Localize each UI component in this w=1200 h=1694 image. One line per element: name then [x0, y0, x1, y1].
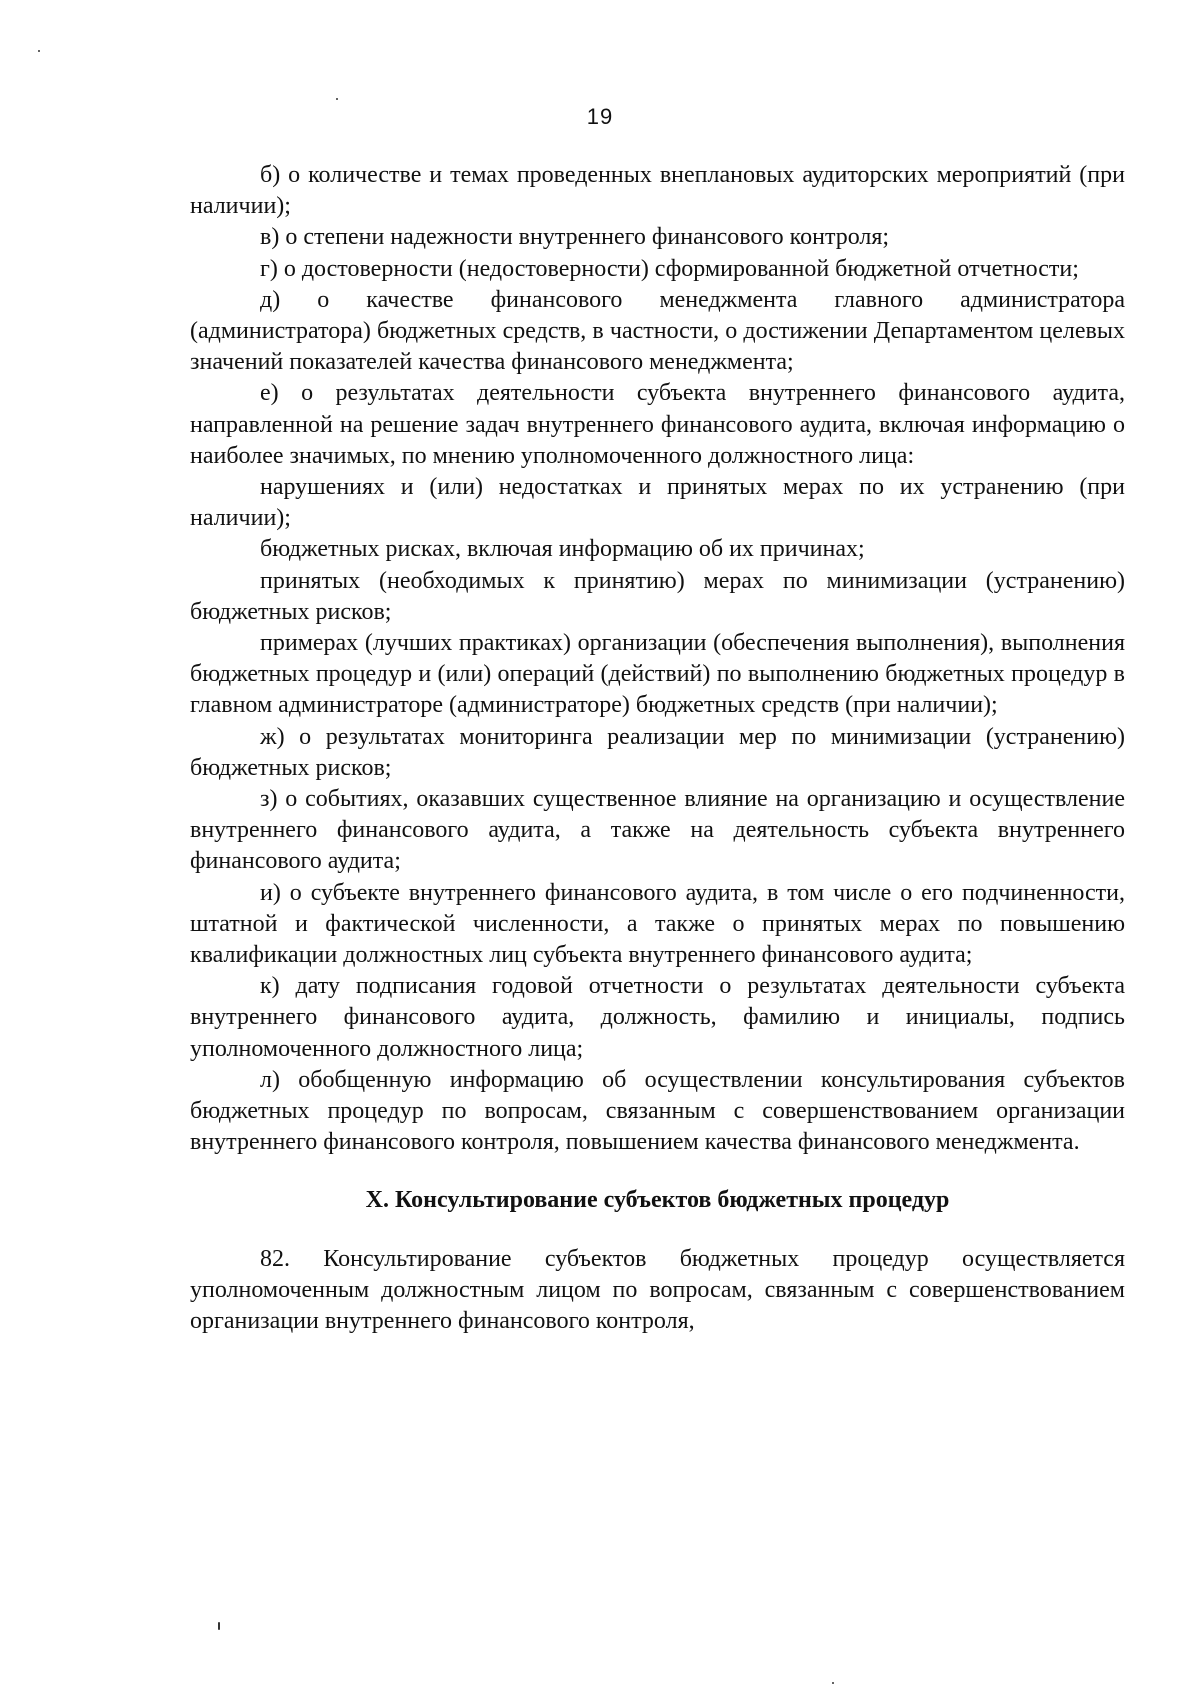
sub-item-budget-risks: бюджетных рисках, включая информацию об их причинах; [260, 536, 865, 563]
document-body [190, 160, 1125, 1337]
list-item-l: л) обобщенную информацию об осуществлении консультирования субъектов бюджетных процедур по вопросам, связанным с совершенствованием организации внутреннего финансового контроля, повышением качества финансового менеджмента. [190, 1066, 1125, 1156]
list-item-v: в) о степени надежности внутреннего финансового контроля; [260, 224, 890, 251]
list-item-g: г) о достоверности (недостоверности) сформированной бюджетной отчетности; [260, 255, 1079, 282]
sub-item-best-practices: примерах (лучших практиках) организации (обеспечения выполнения), выполнения бюджетных процедур и (или) операций (действий) по выполнению бюджетных процедур в главном администраторе (администраторе) бюджетных средств (при наличии); [190, 630, 1125, 719]
page-number: 19 [586, 104, 614, 129]
list-item-z: з) о событиях, оказавших существенное влияние на организацию и осуществление внутреннего финансового аудита, а также на деятельность субъекта внутреннего финансового аудита; [190, 786, 1125, 875]
sub-item-violations: нарушениях и (или) недостатках и принятых мерах по их устранению (при наличии); [190, 474, 1125, 532]
list-item-e: е) о результатах деятельности субъекта внутреннего финансового аудита, направленной на решение задач внутреннего финансового аудита, включая информацию о наиболее значимых, по мнению уполномоченного должностного лица: [190, 380, 1125, 469]
list-item-k: к) дату подписания годовой отчетности о результатах деятельности субъекта внутреннего финансового аудита, должность, фамилию и инициалы, подпись уполномоченного должностного лица; [190, 973, 1125, 1062]
clause-82: 82. Консультирование субъектов бюджетных процедур осуществляется уполномоченным должностным лицом по вопросам, связанным с совершенствованием организации внутреннего финансового контроля, [190, 1245, 1125, 1335]
list-item-b: б) о количестве и темах проведенных внеплановых аудиторских мероприятий (при наличии); [190, 162, 1125, 220]
list-item-zh: ж) о результатах мониторинга реализации мер по минимизации (устранению) бюджетных рисков; [190, 723, 1125, 781]
scan-speck [832, 1682, 834, 1684]
section-heading: X. Консультирование субъектов бюджетных процедур [365, 1186, 950, 1213]
scan-speck [218, 1622, 220, 1630]
list-item-i: и) о субъекте внутреннего финансового аудита, в том числе о его подчиненности, штатной и фактической численности, а также о принятых мерах по повышению квалификации должностных лиц субъекта внутреннего финансового аудита; [190, 879, 1125, 969]
list-item-d: д) о качестве финансового менеджмента главного администратора (администратора) бюджетных средств, в частности, о достижении Департаментом целевых значений показателей качества финансового менеджмента; [190, 286, 1125, 376]
scan-speck [336, 98, 338, 100]
scan-speck [38, 50, 40, 52]
sub-item-measures: принятых (необходимых к принятию) мерах по минимизации (устранению) бюджетных рисков; [190, 567, 1125, 625]
